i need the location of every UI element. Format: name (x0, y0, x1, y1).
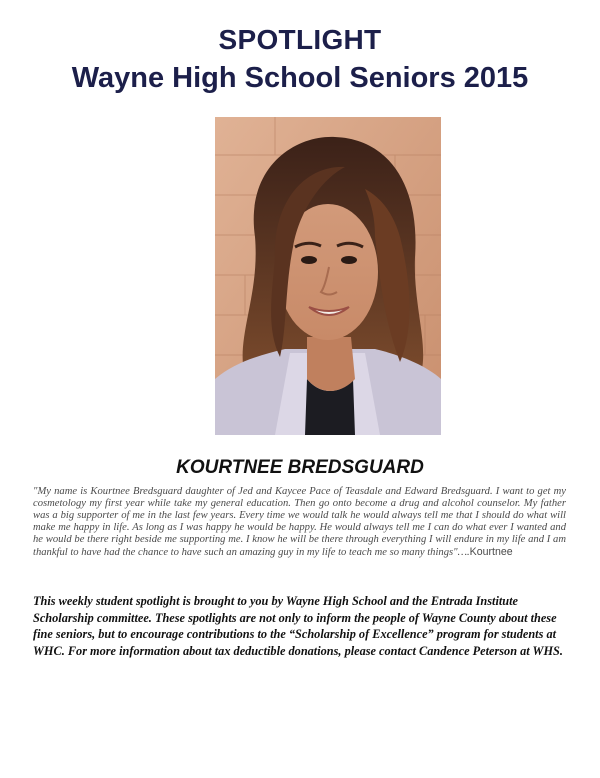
quote-signature: Kourtnee (469, 546, 513, 559)
page-title: Wayne High School Seniors 2015 (71, 62, 529, 94)
sponsor-note: This weekly student spotlight is brought to you by Wayne High School and the Entrada Institute Scholarship committee. These spotlights are not only to inform the people of Wayne County about these fine seniors, but to encourage contributions to the “Scholarship of Excellence” program for students at WHC. For more information about tax deductible donations, please contact Candence Peterson at WHS. (33, 594, 563, 658)
student-quote (33, 486, 566, 560)
quote-body: "My name is Kourtnee Bredsguard daughter of Jed and Kaycee Pace of Teasdale and Edward Bredsguard. I want to get my cosmetology my first year while take my general education. Then go onto become a drug and alcohol counselor. My father was a big supporter of me in the last few years. Every time we would talk he would always tell me that I should do what will make me happy in life. As long as I was happy he would be happy. He would always tell me I can do what ever I wanted and he would be there right beside me supporting me. I know he will be there through everything I will endure in my life and I am thankful to have had the chance to have such an amazing guy in my life to teach me so many things"…. (33, 486, 566, 559)
spotlight-heading: SPOTLIGHT (218, 24, 382, 55)
portrait-illustration (215, 117, 441, 435)
student-portrait-photo (215, 117, 441, 435)
student-name: KOURTNEE BREDSGUARD (176, 457, 424, 478)
